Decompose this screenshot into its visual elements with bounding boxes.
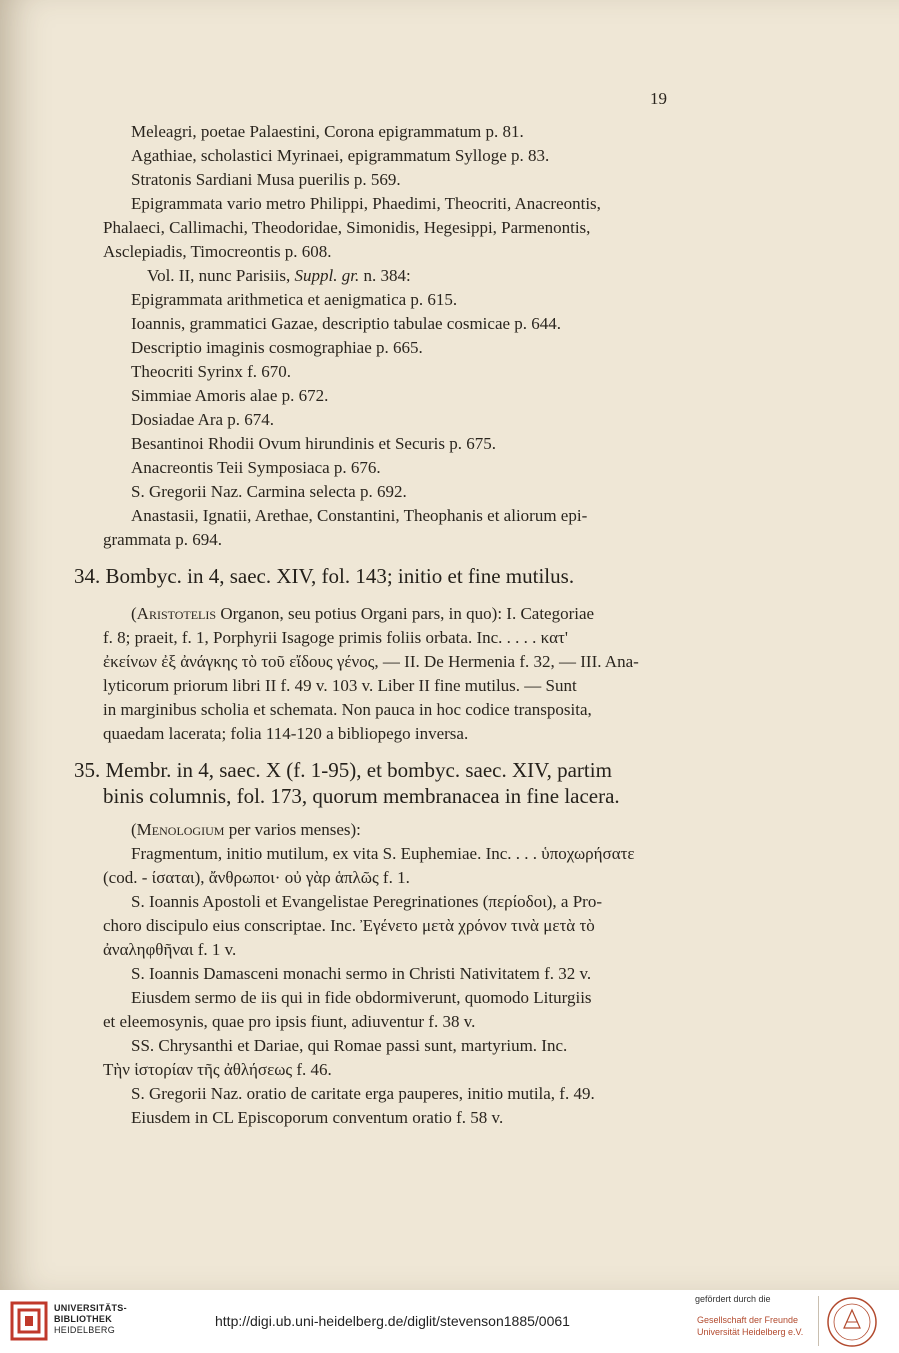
library-logo-icon[interactable]	[10, 1301, 48, 1341]
entry-35-heading: 35. Membr. in 4, saec. X (f. 1-95), et bombyc. saec. XIV, partim	[74, 758, 612, 782]
entry-34-line: lyticorum priorum libri II f. 49 v. 103 v. Liber II fine mutilus. — Sunt	[103, 676, 577, 695]
footer-divider	[818, 1296, 819, 1346]
text-line: Epigrammata arithmetica et aenigmatica p. 615.	[131, 290, 458, 309]
vol-prefix: Vol. II, nunc Parisiis,	[147, 266, 295, 285]
text-line: Meleagri, poetae Palaestini, Corona epigrammatum p. 81.	[131, 122, 524, 141]
entry-35-line: ἀναληφθῆναι f. 1 v.	[103, 940, 237, 959]
entry-34-rest: Organon, seu potius Organi pars, in quo): I. Categoriae	[216, 604, 595, 623]
sponsor-name[interactable]: Universität Heidelberg e.V.	[697, 1327, 804, 1337]
footer-bar	[0, 1290, 899, 1353]
text-line: Phalaeci, Callimachi, Theodoridae, Simonidis, Hegesippi, Parmenontis,	[103, 218, 591, 237]
vol-line	[147, 267, 411, 284]
entry-35-line: choro discipulo eius conscriptae. Inc. Ἐγένετο μετὰ χρόνον τινὰ μετὰ τὸ	[103, 916, 595, 935]
text-line: Theocriti Syrinx f. 670.	[131, 362, 292, 381]
entry-35-line: (cod. - ίσαται), ἄνθρωποι· οὐ γὰρ ἁπλῶς f. 1.	[103, 868, 410, 887]
text-line: Simmiae Amoris alae p. 672.	[131, 386, 329, 405]
entry-34-line: ἐκείνων ἐξ ἀνάγκης τὸ τοῦ εἴδους γένος, — II. De Hermenia f. 32, — III. Ana-	[103, 652, 639, 671]
vol-suffix: n. 384:	[359, 266, 411, 285]
text-line: Agathiae, scholastici Myrinaei, epigrammatum Sylloge p. 83.	[131, 146, 550, 165]
text-line: Asclepiadis, Timocreontis p. 608.	[103, 242, 332, 261]
entry-35-line: S. Ioannis Apostoli et Evangelistae Peregrinationes (περίοδοι), a Pro-	[131, 892, 602, 911]
text-line: Stratonis Sardiani Musa puerilis p. 569.	[131, 170, 401, 189]
entry-35-rest: per varios menses):	[224, 820, 361, 839]
entry-35-line: et eleemosynis, quae pro ipsis fiunt, adiuventur f. 38 v.	[103, 1012, 476, 1031]
page-number: 19	[650, 89, 667, 108]
logo-text: BIBLIOTHEK	[54, 1314, 112, 1324]
vol-italic: Suppl. gr.	[294, 266, 360, 285]
text-line: Anastasii, Ignatii, Arethae, Constantini, Theophanis et aliorum epi-	[131, 506, 588, 525]
text-line: Descriptio imaginis cosmographiae p. 665.	[131, 338, 423, 357]
text-line: Epigrammata vario metro Philippi, Phaedimi, Theocriti, Anacreontis,	[131, 194, 601, 213]
entry-35-line: S. Ioannis Damasceni monachi sermo in Christi Nativitatem f. 32 v.	[131, 964, 592, 983]
entry-34-line	[131, 605, 594, 622]
entry-35-line: Eiusdem in CL Episcoporum conventum oratio f. 58 v.	[131, 1108, 504, 1127]
text-line: Besantinoi Rhodii Ovum hirundinis et Securis p. 675.	[131, 434, 497, 453]
entry-34-line: quaedam lacerata; folia 114-120 a bibliopego inversa.	[103, 724, 469, 743]
sponsor-name[interactable]: Gesellschaft der Freunde	[697, 1315, 799, 1325]
text-line: Dosiadae Ara p. 674.	[131, 410, 275, 429]
collection-name: (Menologium	[131, 820, 225, 839]
entry-34-line: f. 8; praeit, f. 1, Porphyrii Isagoge primis foliis orbata. Inc. . . . . κατ'	[103, 628, 568, 647]
sponsor-label: gefördert durch die	[695, 1294, 771, 1304]
logo-text: UNIVERSITÄTS-	[54, 1303, 127, 1313]
entry-35-line: Eiusdem sermo de iis qui in fide obdormiverunt, quomodo Liturgiis	[131, 988, 592, 1007]
entry-34-line: in marginibus scholia et schemata. Non pauca in hoc codice transposita,	[103, 700, 592, 719]
author-name: (Aristotelis	[131, 604, 217, 623]
entry-35-line: S. Gregorii Naz. oratio de caritate erga pauperes, initio mutila, f. 49.	[131, 1084, 595, 1103]
permalink-url[interactable]: http://digi.ub.uni-heidelberg.de/diglit/stevenson1885/0061	[215, 1313, 570, 1329]
text-line: S. Gregorii Naz. Carmina selecta p. 692.	[131, 482, 407, 501]
entry-35-line: Fragmentum, initio mutilum, ex vita S. Euphemiae. Inc. . . . ὑποχωρήσατε	[131, 844, 635, 863]
text-line: grammata p. 694.	[103, 530, 222, 549]
entry-35-line: SS. Chrysanthi et Dariae, qui Romae passi sunt, martyrium. Inc.	[131, 1036, 568, 1055]
university-seal-icon	[826, 1296, 878, 1348]
logo-text: HEIDELBERG	[54, 1325, 116, 1335]
entry-34-heading: 34. Bombyc. in 4, saec. XIV, fol. 143; initio et fine mutilus.	[74, 564, 575, 588]
text-line: Ioannis, grammatici Gazae, descriptio tabulae cosmicae p. 644.	[131, 314, 562, 333]
entry-35-heading: binis columnis, fol. 173, quorum membranacea in fine lacera.	[103, 784, 620, 808]
entry-35-line	[131, 821, 361, 838]
entry-35-line: Τὴν ἱστορίαν τῆς ἀθλήσεως f. 46.	[103, 1060, 332, 1079]
text-line: Anacreontis Teii Symposiaca p. 676.	[131, 458, 381, 477]
